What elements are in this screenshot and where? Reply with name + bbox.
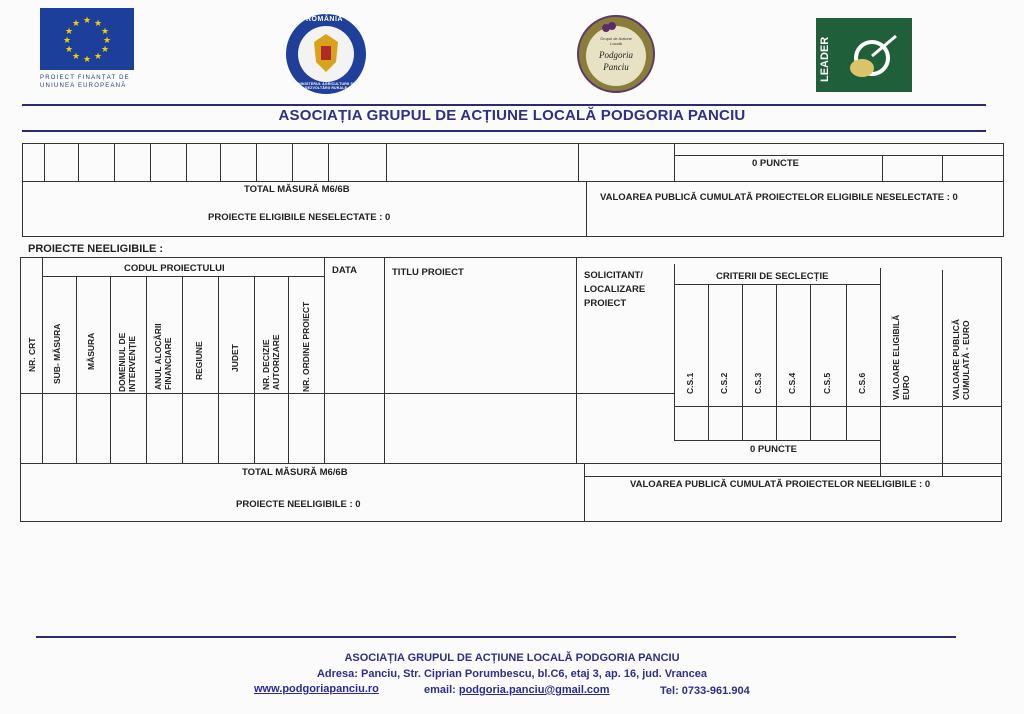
grid-line bbox=[42, 257, 43, 463]
footer-line bbox=[36, 636, 956, 638]
footer-email bbox=[424, 684, 610, 696]
grid-line bbox=[674, 264, 675, 440]
col-data: DATA bbox=[332, 265, 357, 276]
leader-logo bbox=[816, 18, 912, 92]
eu-stars-icon bbox=[40, 8, 134, 70]
header-line-bottom bbox=[22, 130, 986, 132]
podgoria-panciu-logo bbox=[576, 14, 656, 94]
grid-line bbox=[576, 257, 577, 463]
svg-text:★: ★ bbox=[71, 19, 81, 29]
grid-line bbox=[186, 143, 187, 181]
col-solicitant-line2: LOCALIZARE bbox=[584, 284, 646, 295]
col-domeniul-line1: DOMENIUL DE bbox=[117, 332, 127, 392]
association-title: ASOCIAȚIA GRUPUL DE ACȚIUNE LOCALĂ PODGORIA PANCIU bbox=[278, 107, 746, 124]
footer-contacts bbox=[254, 683, 379, 695]
footer-title: ASOCIAȚIA GRUPUL DE ACȚIUNE LOCALĂ PODGORIA PANCIU bbox=[344, 652, 680, 664]
col-criterii-selectie: CRITERII DE SECLECȚIE bbox=[716, 271, 829, 282]
grid-line bbox=[584, 463, 585, 522]
email-label: email: bbox=[424, 684, 456, 696]
col-cs2: C.S.2 bbox=[719, 372, 729, 394]
podgoria-logo-line2: Podgoria bbox=[598, 50, 633, 60]
col-cs4: C.S.4 bbox=[787, 372, 797, 394]
grid-line bbox=[44, 143, 45, 181]
svg-text:★: ★ bbox=[100, 27, 110, 37]
grid-line bbox=[150, 143, 151, 181]
grid-line bbox=[110, 276, 111, 463]
grid-line bbox=[880, 406, 1002, 407]
footer-address: Adresa: Panciu, Str. Ciprian Porumbescu, bl.C6, etaj 3, ap. 16, jud. Vrancea bbox=[316, 668, 708, 680]
grid-line bbox=[76, 276, 77, 463]
eligible-total-label: TOTAL MĂSURĂ M6/6B bbox=[244, 184, 350, 195]
grid-line bbox=[78, 143, 79, 181]
col-nr-decizie bbox=[261, 334, 281, 390]
col-cs1: C.S.1 bbox=[685, 372, 695, 394]
grid-line bbox=[220, 143, 221, 181]
col-sub-masura: SUB- MĂSURA bbox=[52, 323, 62, 384]
eligible-row-divider bbox=[22, 181, 1004, 182]
col-nr-crt: NR. CRT bbox=[27, 337, 37, 372]
ineligible-points: 0 PUNCTE bbox=[750, 444, 797, 455]
col-anul-line2: FINANCIARE bbox=[163, 337, 173, 390]
ineligible-cumulative-value: VALOAREA PUBLICĂ CUMULATĂ PROIECTELOR NEELIGIBILE : 0 bbox=[630, 479, 931, 490]
grid-line bbox=[880, 268, 881, 476]
svg-text:★: ★ bbox=[62, 36, 72, 46]
grid-line bbox=[42, 276, 324, 277]
website-link[interactable]: www.podgoriapanciu.ro bbox=[254, 683, 379, 695]
col-solicitant-line3: PROIECT bbox=[584, 298, 627, 309]
grid-line bbox=[776, 284, 777, 440]
svg-text:★: ★ bbox=[93, 52, 103, 62]
col-solicitant bbox=[584, 269, 645, 311]
col-cs3: C.S.3 bbox=[753, 372, 763, 394]
svg-text:★: ★ bbox=[82, 55, 92, 65]
col-valoare-eligibila bbox=[891, 315, 911, 400]
grid-line bbox=[708, 284, 709, 440]
col-cs6: C.S.6 bbox=[857, 372, 867, 394]
col-valoare-cum-line1: VALOARE PUBLICĂ bbox=[951, 318, 961, 400]
grid-line bbox=[578, 143, 579, 181]
col-titlu-proiect: TITLU PROIECT bbox=[392, 267, 464, 278]
eu-caption bbox=[40, 74, 136, 90]
col-domeniul bbox=[117, 333, 137, 392]
header-line-top bbox=[22, 104, 986, 106]
eligible-points: 0 PUNCTE bbox=[752, 158, 799, 169]
grid-line bbox=[742, 284, 743, 440]
grid-line bbox=[674, 284, 880, 285]
col-masura: MĂSURA bbox=[86, 332, 96, 370]
ineligible-heading: PROIECTE NEELIGIBILE : bbox=[28, 243, 164, 255]
col-valoare-cum-line2: CUMULATĂ - EURO bbox=[961, 320, 971, 400]
grid-line bbox=[288, 276, 289, 463]
grid-line bbox=[584, 476, 1002, 477]
leader-logo-text: LEADER bbox=[819, 36, 831, 82]
grid-line bbox=[810, 284, 811, 440]
grid-line bbox=[882, 155, 883, 181]
grid-line bbox=[674, 155, 1004, 156]
grid-line bbox=[114, 143, 115, 181]
grid-line bbox=[324, 257, 325, 463]
col-cs5: C.S.5 bbox=[822, 372, 832, 394]
ineligible-total-label: TOTAL MĂSURĂ M6/6B bbox=[242, 467, 348, 478]
eu-flag-logo bbox=[40, 8, 134, 70]
grid-line bbox=[328, 143, 329, 181]
svg-text:★: ★ bbox=[82, 16, 92, 26]
col-codul-proiectului: CODUL PROIECTULUI bbox=[124, 263, 225, 274]
grid-line bbox=[182, 276, 183, 463]
eligible-total-divider bbox=[586, 181, 587, 237]
grid-line bbox=[292, 143, 293, 181]
svg-text:★: ★ bbox=[100, 45, 110, 55]
svg-text:★: ★ bbox=[64, 27, 74, 37]
col-domeniul-line2: INTERVENȚIE bbox=[127, 335, 137, 392]
col-nr-ordine-proiect: NR. ORDINE PROIECT bbox=[301, 301, 311, 392]
grid-line bbox=[20, 463, 1002, 464]
email-link[interactable]: podgoria.panciu@gmail.com bbox=[458, 684, 610, 696]
grid-line bbox=[942, 155, 943, 181]
grid-line bbox=[254, 276, 255, 463]
grid-line bbox=[674, 406, 880, 407]
eligible-summary-table bbox=[22, 143, 1004, 237]
svg-text:★: ★ bbox=[71, 52, 81, 62]
svg-text:★: ★ bbox=[93, 19, 103, 29]
grid-line bbox=[846, 284, 847, 440]
eu-caption-line1: PROIECT FINANȚAT DE bbox=[40, 75, 130, 81]
grid-line bbox=[218, 276, 219, 463]
col-solicitant-line1: SOLICITANT/ bbox=[584, 270, 643, 281]
ineligible-count: PROIECTE NEELIGIBILE : 0 bbox=[236, 499, 361, 510]
podgoria-logo-line1: Grupul de Acțiune Locală bbox=[600, 36, 632, 46]
col-decizie-line2: AUTORIZARE bbox=[271, 334, 281, 390]
col-decizie-line1: NR. DECIZIE bbox=[261, 339, 271, 390]
grid-line bbox=[386, 143, 387, 181]
grid-line bbox=[674, 440, 880, 441]
col-judet: JUDET bbox=[230, 344, 240, 372]
grid-line bbox=[146, 276, 147, 463]
romania-seal-text: ROMÂNIA bbox=[306, 16, 343, 23]
eu-caption-line2: UNIUNEA EUROPEANĂ bbox=[40, 83, 127, 89]
col-valoare-cumulata bbox=[951, 319, 971, 400]
col-valoare-elig-line2: EURO bbox=[901, 375, 911, 400]
grid-line bbox=[942, 270, 943, 476]
romania-seal-ring-text: MINISTERUL AGRICULTURII ȘI DEZVOLTĂRII RURALE bbox=[297, 82, 355, 90]
col-anul-line1: ANUL ALOCĂRII bbox=[153, 323, 163, 390]
footer-phone: Tel: 0733-961.904 bbox=[660, 685, 750, 697]
col-anul-alocarii bbox=[153, 323, 173, 390]
grid-line bbox=[674, 143, 675, 181]
col-valoare-elig-line1: VALOARE ELIGIBILĂ bbox=[891, 314, 901, 400]
podgoria-logo-line3: Panciu bbox=[603, 62, 629, 72]
eligible-cumulative-value: VALOAREA PUBLICĂ CUMULATĂ PROIECTELOR ELIGIBILE NESELECTATE : 0 bbox=[600, 192, 958, 203]
grid-line bbox=[384, 257, 385, 463]
svg-text:★: ★ bbox=[102, 36, 112, 46]
svg-text:★: ★ bbox=[64, 45, 74, 55]
col-regiune: REGIUNE bbox=[194, 341, 204, 380]
romania-ministry-seal bbox=[284, 12, 368, 96]
eligible-count: PROIECTE ELIGIBILE NESELECTATE : 0 bbox=[208, 212, 391, 223]
grid-line bbox=[256, 143, 257, 181]
